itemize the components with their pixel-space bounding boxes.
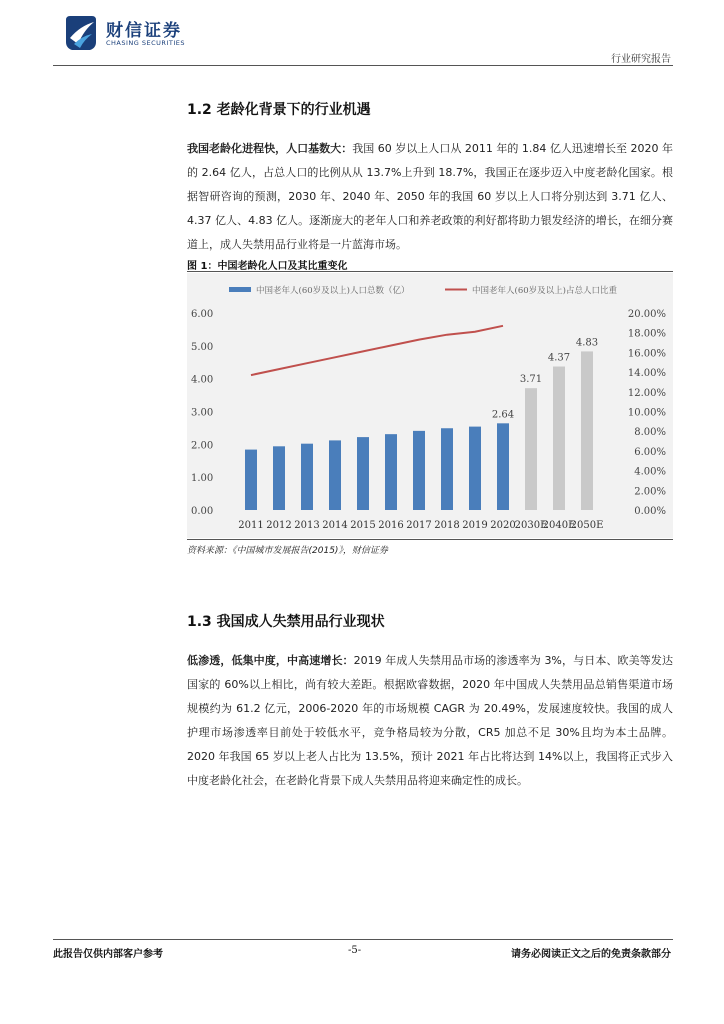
footer-disclaimer-left: 此报告仅供内部客户参考 [53, 949, 163, 960]
left-axis-tick-label: 6.00 [191, 309, 214, 320]
right-axis-tick-label: 2.00% [634, 486, 666, 498]
figure-source: 资料来源：《中国城市发展报告(2015)》，财信证券 [187, 546, 388, 556]
left-axis-tick-label: 1.00 [191, 473, 214, 485]
right-axis-tick-label: 18.00% [627, 328, 666, 340]
x-axis-tick-label: 2015 [350, 520, 376, 531]
bar [581, 351, 593, 510]
right-axis-tick-label: 0.00% [634, 506, 666, 517]
left-axis-tick-label: 0.00 [191, 506, 214, 517]
right-axis-tick-label: 4.00% [634, 466, 666, 478]
legend-swatch-bar [229, 287, 251, 292]
right-axis-tick-label: 10.00% [627, 407, 666, 419]
x-axis-tick-label: 2011 [238, 520, 264, 531]
chart-svg [187, 273, 673, 538]
logo-text-cn: 财信证券 [106, 21, 182, 41]
paragraph-lead: 低渗透，低集中度，中高速增长： [187, 654, 354, 667]
bar [245, 450, 257, 510]
bar-data-label: 4.37 [547, 352, 571, 364]
logo-text-en: CHASING SECURITIES [106, 39, 185, 47]
left-axis-tick-label: 2.00 [191, 440, 214, 452]
bar [273, 446, 285, 510]
left-axis-tick-label: 3.00 [191, 407, 214, 419]
paragraph-body: 2019 年成人失禁用品市场的渗透率为 3%，与日本、欧美等发达国家的 60%以上相比，尚有较大差距。根据欧睿数据，2020 年中国成人失禁用品总销售渠道市场规模约为 61.2 亿元，2006-2020 年的市场规模 CAGR 为 20.49%，发展速度较快。我国的成人护理市场渗透率目前处于较低水平，竞争格局较为分散，CR5 加总不足 30%且均为本土品牌。2020 年我国 65 岁以上老人占比为 13.5%，预计 2021 年占比将达到 14%以上，我国将正式步入中度老龄化社会，在老龄化背景下成人失禁用品将迎来确定性的成长。 [187, 654, 674, 787]
paragraph-lead: 我国老龄化进程快，人口基数大： [187, 142, 353, 155]
x-axis-tick-label: 2019 [462, 520, 488, 531]
bar [497, 423, 509, 510]
right-axis-tick-label: 16.00% [627, 348, 666, 360]
right-axis-tick-label: 20.00% [627, 309, 666, 320]
left-axis-tick-label: 5.00 [191, 341, 214, 353]
x-axis-tick-label: 2013 [294, 520, 320, 531]
right-axis-tick-label: 12.00% [627, 387, 666, 399]
figure-bottom-rule [187, 539, 673, 540]
chart-container [187, 273, 673, 538]
right-axis-tick-label: 14.00% [627, 368, 666, 380]
section-title-1-2: 1.2 老龄化背景下的行业机遇 [187, 102, 371, 118]
bar [553, 367, 565, 510]
bar [385, 434, 397, 510]
x-axis-tick-label: 2050E [570, 520, 604, 531]
legend-label-bar: 中国老年人(60岁及以上)人口总数（亿） [256, 286, 410, 296]
legend-label-line: 中国老年人(60岁及以上)占总人口比重 [472, 286, 617, 296]
section-title-1-3: 1.3 我国成人失禁用品行业现状 [187, 614, 385, 630]
page-header [0, 0, 724, 70]
bar [413, 431, 425, 510]
report-type-label: 行业研究报告 [611, 54, 671, 65]
bar [441, 428, 453, 510]
bar [469, 427, 481, 510]
x-axis-tick-label: 2017 [406, 520, 432, 531]
bar [329, 440, 341, 510]
header-divider [53, 65, 673, 66]
section-paragraph-1-3 [187, 649, 673, 793]
bar [301, 444, 313, 510]
bar-data-label: 3.71 [519, 374, 543, 386]
left-axis-tick-label: 4.00 [191, 374, 214, 386]
bar [525, 388, 537, 510]
x-axis-tick-label: 2012 [266, 520, 292, 531]
company-logo-icon [62, 14, 100, 52]
x-axis-tick-label: 2020 [490, 520, 516, 531]
x-axis-tick-label: 2040E [542, 520, 576, 531]
figure-title: 图 1：中国老龄化人口及其比重变化 [187, 261, 348, 272]
x-axis-tick-label: 2014 [322, 520, 348, 531]
paragraph-body: 我国 60 岁以上人口从 2011 年的 1.84 亿人迅速增长至 2020 年的 2.64 亿人，占总人口的比例从从 13.7%上升到 18.7%，我国正在逐步迈入中度老龄化国家。根据智研咨询的预测，2030 年、2040 年、2050 年的我国 60 岁以上人口将分别达到 3.71 亿人、4.37 亿人、4.83 亿人。逐渐庞大的老年人口和养老政策的利好都将助力银发经济的增长，在细分赛道上，成人失禁用品行业将是一片蓝海市场。 [187, 142, 674, 251]
figure-top-rule [187, 271, 673, 272]
page-number: -5- [348, 945, 362, 956]
x-axis-tick-label: 2016 [378, 520, 404, 531]
section-paragraph-1-2 [187, 137, 673, 257]
right-axis-tick-label: 6.00% [634, 446, 666, 458]
bar-data-label: 2.64 [491, 409, 515, 421]
footer-disclaimer-right: 请务必阅读正文之后的免责条款部分 [511, 949, 671, 960]
bar-data-label: 4.83 [575, 337, 599, 349]
right-axis-tick-label: 8.00% [634, 427, 666, 439]
x-axis-tick-label: 2030E [514, 520, 548, 531]
chart-background [187, 273, 673, 538]
bar [357, 437, 369, 510]
x-axis-tick-label: 2018 [434, 520, 460, 531]
footer-divider [53, 939, 673, 940]
